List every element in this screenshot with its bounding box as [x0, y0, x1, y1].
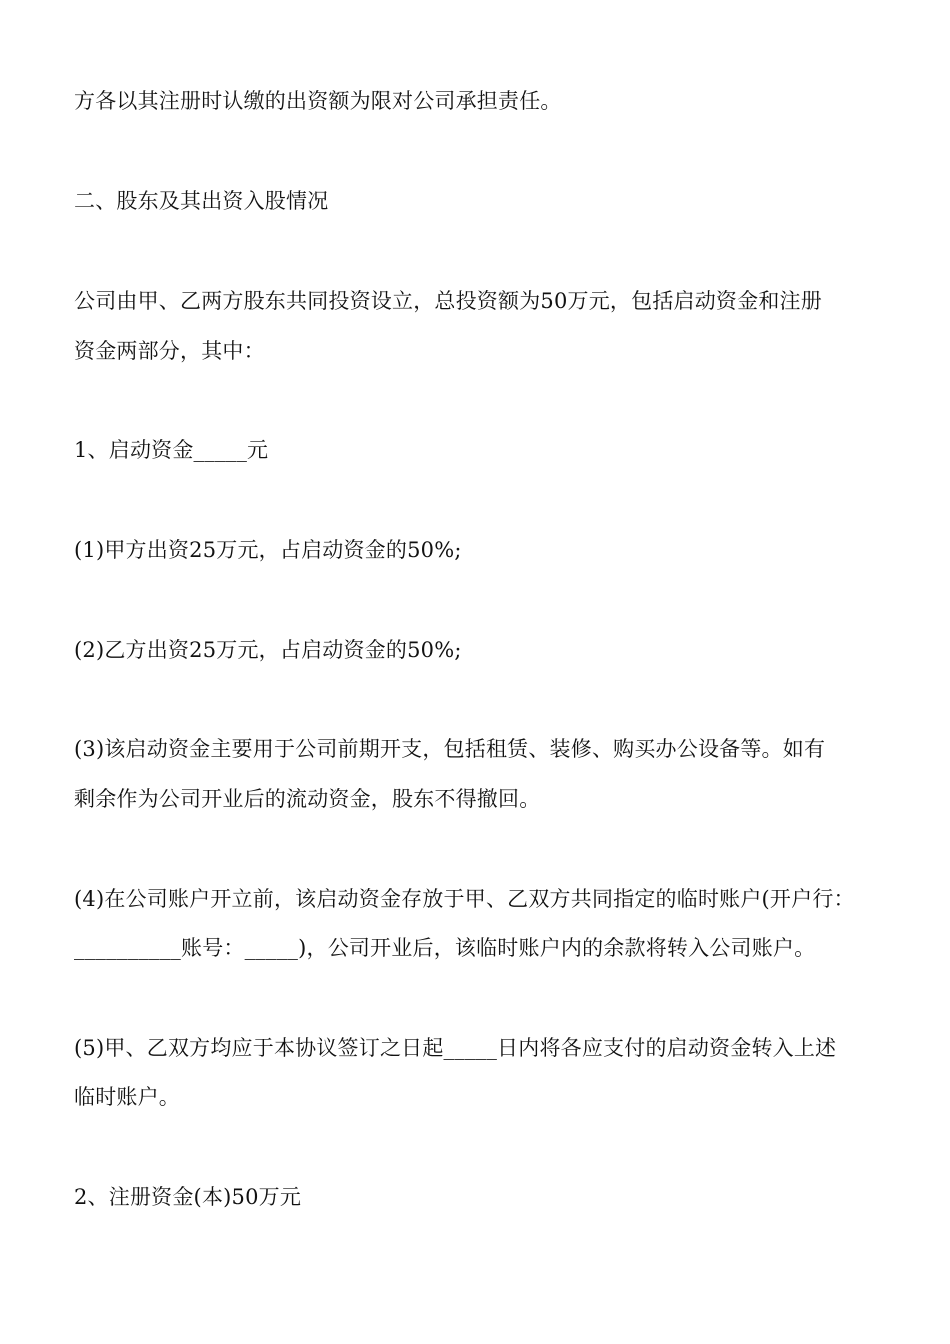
clause-4-line-2: __________账号：_____)，公司开业后，该临时账户内的余款将转入公司账户。 — [74, 936, 816, 960]
clause-3-line-1: (3)该启动资金主要用于公司前期开支，包括租赁、装修、购买办公设备等。如有 — [74, 737, 826, 761]
item-startup-capital: 1、启动资金_____元 — [74, 438, 269, 462]
paragraph-liability-continuation: 方各以其注册时认缴的出资额为限对公司承担责任。 — [74, 89, 562, 113]
clause-5-line-2: 临时账户。 — [74, 1085, 180, 1109]
clause-1-party-a: (1)甲方出资25万元，占启动资金的50%; — [74, 538, 462, 562]
clause-3-line-2: 剩余作为公司开业后的流动资金，股东不得撤回。 — [74, 787, 541, 811]
clause-2-party-b: (2)乙方出资25万元，占启动资金的50%; — [74, 638, 462, 662]
paragraph-investment-line-1: 公司由甲、乙两方股东共同投资设立，总投资额为50万元，包括启动资金和注册 — [74, 289, 822, 313]
clause-4-line-1: (4)在公司账户开立前，该启动资金存放于甲、乙双方共同指定的临时账户(开户行： — [74, 887, 855, 911]
item-registered-capital: 2、注册资金(本)50万元 — [74, 1185, 302, 1209]
paragraph-investment-line-2: 资金两部分，其中： — [74, 339, 265, 363]
clause-5-line-1: (5)甲、乙双方均应于本协议签订之日起_____日内将各应支付的启动资金转入上述 — [74, 1036, 837, 1060]
section-heading-shareholders: 二、股东及其出资入股情况 — [74, 189, 329, 213]
